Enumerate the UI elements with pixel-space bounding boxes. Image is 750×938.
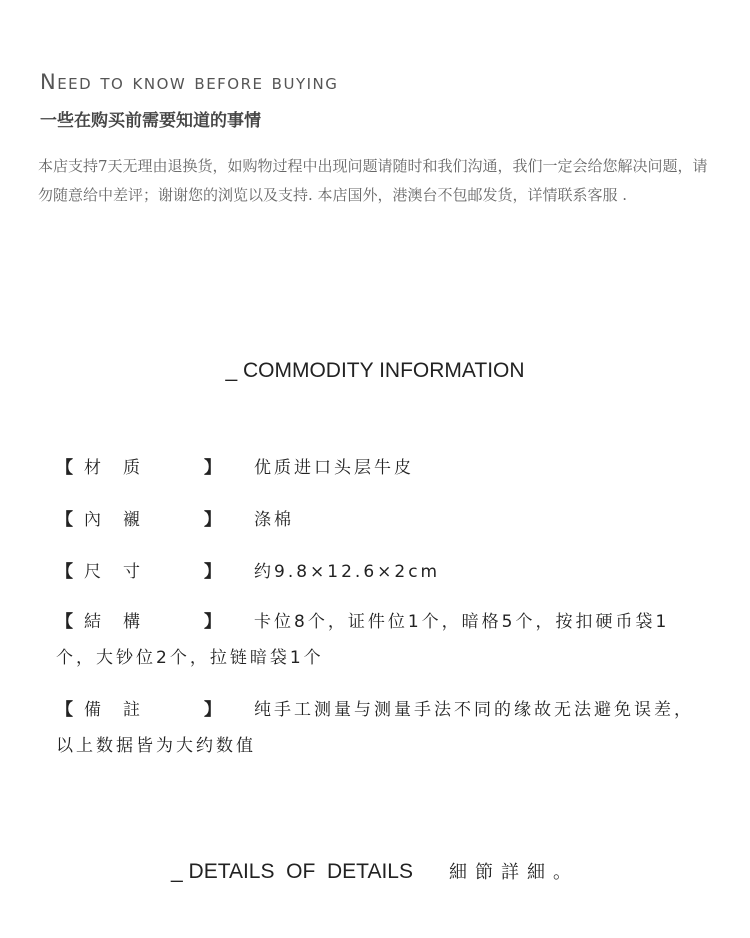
info-row-lining (56, 502, 708, 538)
heading-english: Need to know before buying (40, 70, 339, 94)
info-key: 【 備註 】 (56, 700, 221, 720)
purchase-notice: 本店支持7天无理由退换货，如购物过程中出现问题请随时和我们沟通，我们一定会给您解决问题，请勿随意给中差评；谢谢您的浏览以及支持. 本店国外，港澳台不包邮发货，详情联系客服 . (38, 157, 708, 204)
details-title-english: _ DETAILS OF DETAILS (171, 860, 413, 883)
details-title-chinese: 細節詳細。 (448, 862, 579, 883)
info-row-remarks (56, 692, 708, 764)
heading-chinese: 一些在购买前需要知道的事情 (40, 111, 261, 131)
info-value: 卡位8个，证件位1个，暗格5个，按扣硬币袋1个，大钞位2个，拉链暗袋1个 (56, 612, 670, 668)
info-key: 【 內襯 】 (56, 510, 221, 530)
info-row-structure (56, 604, 708, 676)
info-row-size (56, 554, 708, 590)
info-value: 约9.8×12.6×2cm (254, 562, 441, 582)
info-value: 纯手工测量与测量手法不同的缘故无法避免误差，以上数据皆为大约数值 (56, 700, 694, 756)
info-key: 【 結構 】 (56, 612, 221, 632)
commodity-section-title: _ COMMODITY INFORMATION (225, 359, 525, 382)
details-section-title (0, 858, 750, 884)
info-key: 【 材质 】 (56, 458, 221, 478)
info-key: 【 尺寸 】 (56, 562, 221, 582)
info-row-material (56, 450, 708, 486)
info-value: 涤棉 (254, 510, 294, 530)
info-value: 优质进口头层牛皮 (254, 458, 414, 478)
